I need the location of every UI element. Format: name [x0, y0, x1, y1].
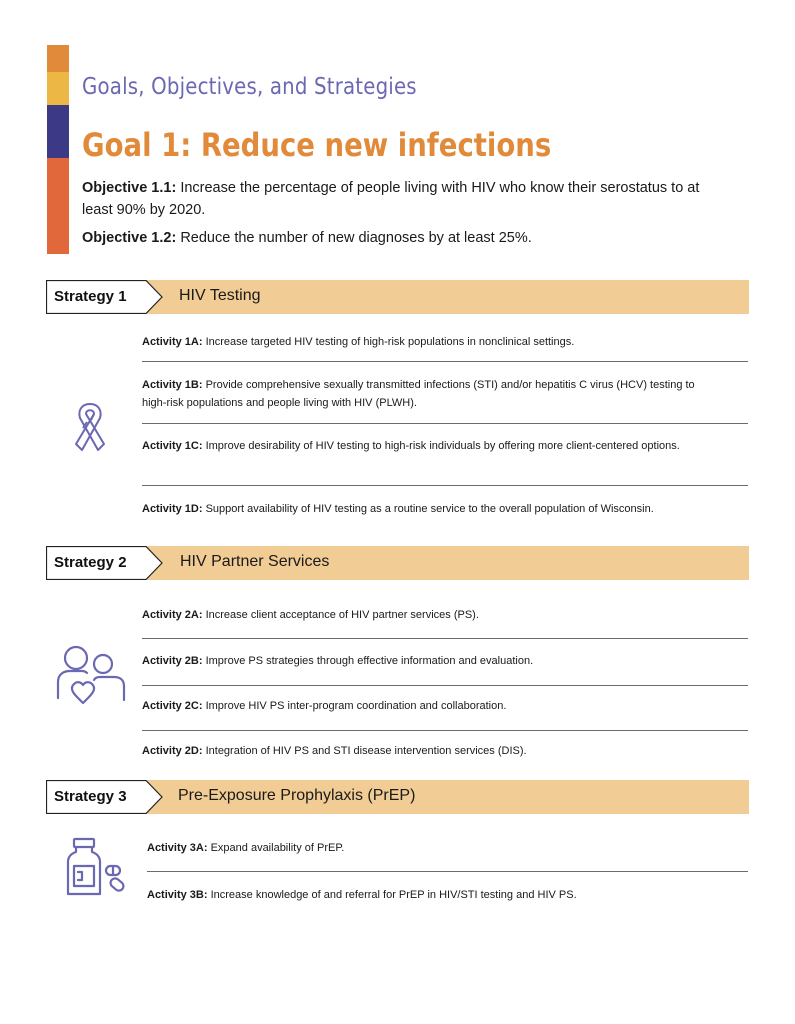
activity-1b [142, 376, 722, 412]
activity-text: Integration of HIV PS and STI disease intervention services (DIS). [202, 745, 527, 757]
objective-1-1 [82, 177, 722, 221]
activity-2d [142, 742, 742, 760]
divider [142, 638, 748, 639]
pill-bottle-icon [64, 836, 130, 905]
section-title: Goals, Objectives, and Strategies [82, 74, 417, 100]
ribbon-icon [64, 398, 116, 467]
divider [142, 730, 748, 731]
strategy-1-label: Strategy 1 [54, 288, 127, 305]
strategy-2-name: HIV Partner Services [180, 553, 330, 570]
goal-title: Goal 1: Reduce new infections [82, 126, 552, 164]
activity-2c [142, 697, 742, 715]
accent-bar-red [47, 158, 69, 254]
strategy-3-band [46, 780, 749, 814]
activity-label: Activity 3B: [147, 889, 208, 901]
activity-1c [142, 437, 722, 455]
activity-text: Improve desirability of HIV testing to high-risk individuals by offering more client-centered options. [202, 440, 680, 452]
activity-label: Activity 3A: [147, 842, 208, 854]
activity-label: Activity 1D: [142, 503, 203, 515]
activity-3a [147, 839, 747, 857]
objective-label: Objective 1.2: [82, 230, 177, 246]
divider [142, 685, 748, 686]
activity-text: Provide comprehensive sexually transmitted infections (STI) and/or hepatitis C virus (HCV) testing to high-risk populations and people living with HIV (PLWH). [142, 379, 695, 409]
activity-2a [142, 606, 742, 624]
activity-text: Expand availability of PrEP. [207, 842, 345, 854]
accent-bar-orange [47, 45, 69, 72]
strategy-2-label: Strategy 2 [54, 554, 127, 571]
activity-label: Activity 1A: [142, 336, 203, 348]
strategy-3-name: Pre-Exposure Prophylaxis (PrEP) [178, 787, 416, 804]
activity-label: Activity 1C: [142, 440, 203, 452]
activity-1d [142, 500, 742, 518]
divider [142, 485, 748, 486]
objective-text: Reduce the number of new diagnoses by at least 25%. [176, 230, 532, 246]
divider [142, 361, 748, 362]
strategy-2-tag [46, 546, 166, 580]
activity-text: Improve HIV PS inter-program coordination and collaboration. [202, 700, 507, 712]
activity-3b [147, 886, 747, 904]
activity-label: Activity 2D: [142, 745, 203, 757]
divider [147, 871, 748, 872]
objective-1-2 [82, 227, 722, 249]
strategy-3-tag [46, 780, 166, 814]
activity-label: Activity 1B: [142, 379, 203, 391]
activity-1a [142, 333, 742, 351]
activity-text: Support availability of HIV testing as a routine service to the overall population of Wisconsin. [202, 503, 654, 515]
objective-label: Objective 1.1: [82, 180, 177, 196]
activity-label: Activity 2A: [142, 609, 203, 621]
activity-text: Increase client acceptance of HIV partner services (PS). [202, 609, 479, 621]
strategy-3-label: Strategy 3 [54, 788, 127, 805]
strategy-1-name: HIV Testing [179, 287, 261, 304]
divider [142, 423, 748, 424]
people-heart-icon [54, 640, 128, 721]
activity-text: Increase knowledge of and referral for PrEP in HIV/STI testing and HIV PS. [207, 889, 577, 901]
activity-text: Increase targeted HIV testing of high-risk populations in nonclinical settings. [202, 336, 575, 348]
activity-label: Activity 2B: [142, 655, 203, 667]
strategy-2-band [46, 546, 749, 580]
activity-label: Activity 2C: [142, 700, 203, 712]
activity-text: Improve PS strategies through effective information and evaluation. [202, 655, 534, 667]
objective-text: Increase the percentage of people living with HIV who know their serostatus to at least 90% by 2020. [82, 180, 700, 218]
activity-2b [142, 652, 742, 670]
strategy-1-tag [46, 280, 166, 314]
accent-bar-navy [47, 105, 69, 158]
accent-bar-yellow [47, 72, 69, 105]
strategy-1-band [46, 280, 749, 314]
